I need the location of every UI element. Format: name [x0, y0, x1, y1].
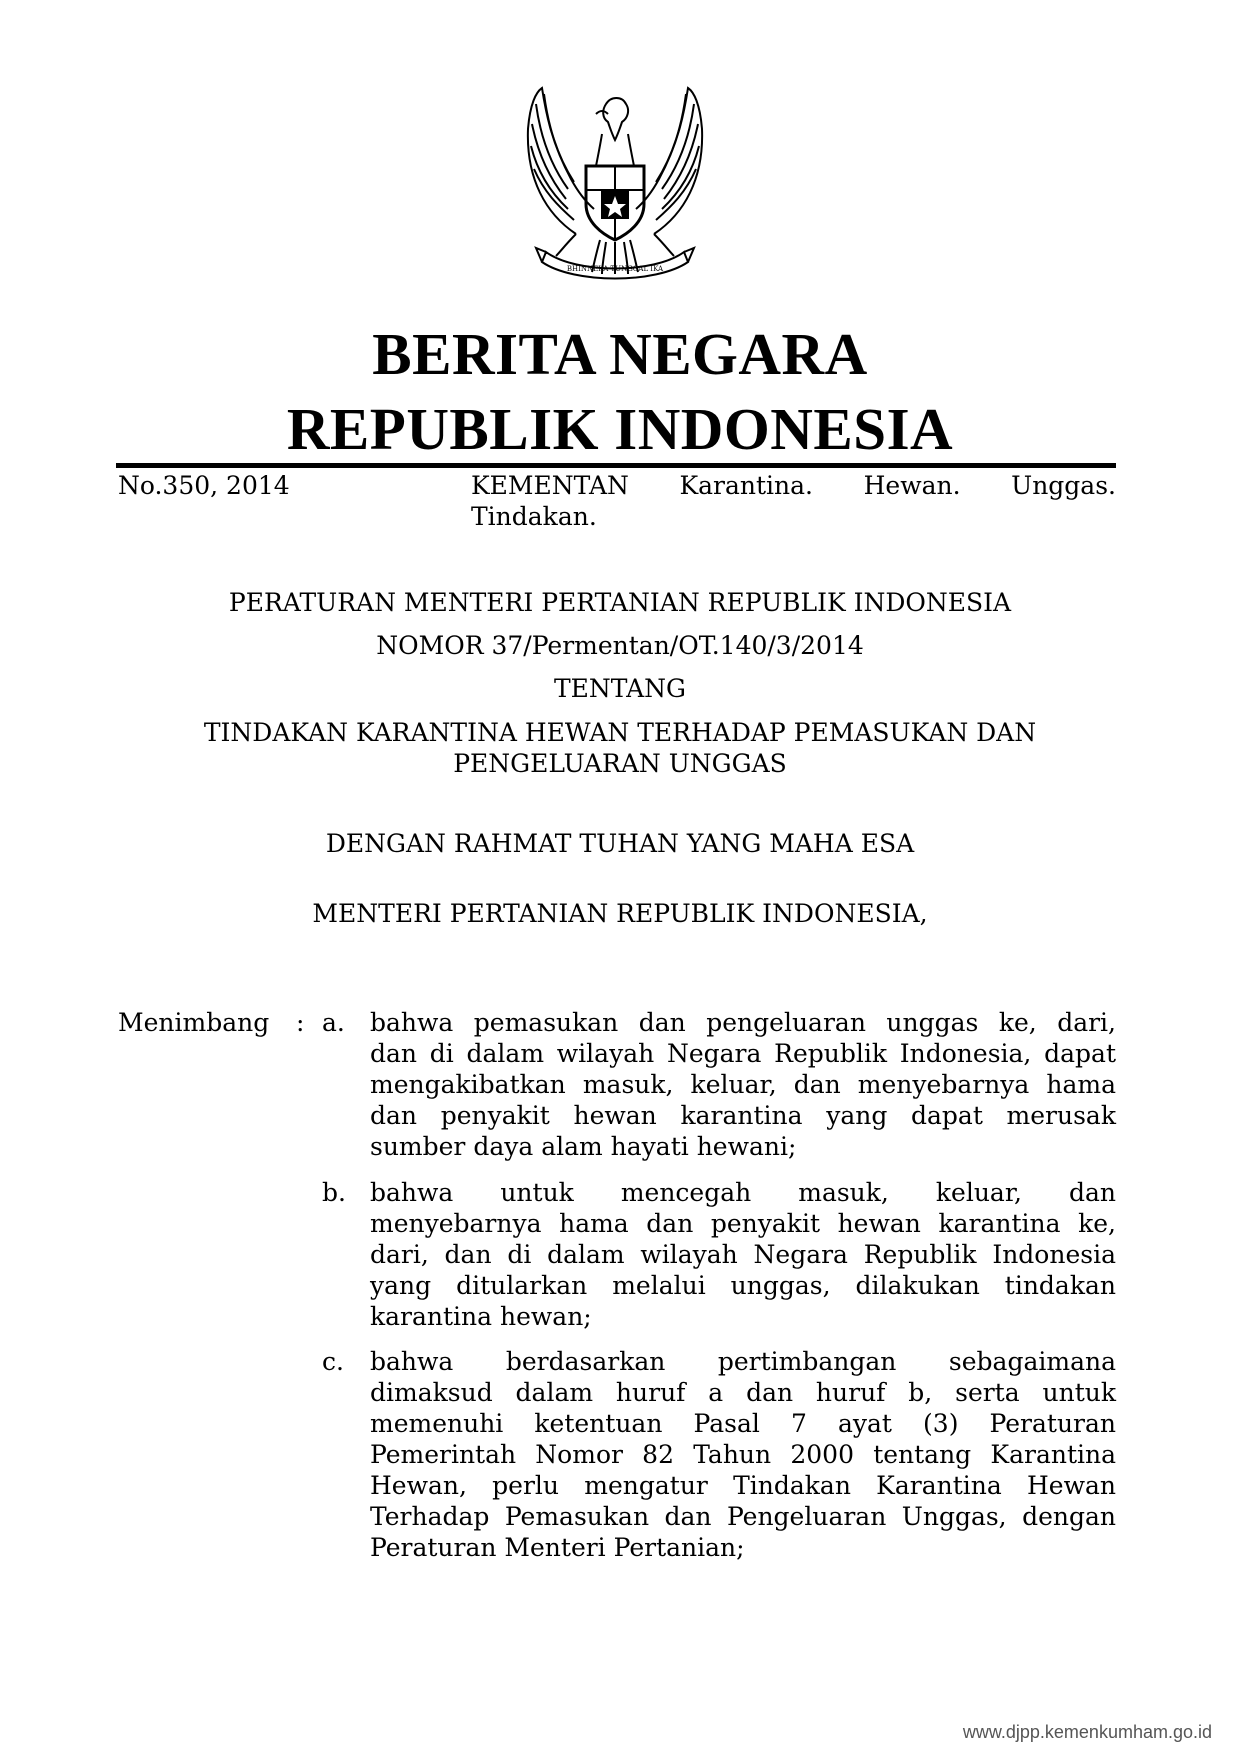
consideration-line: menyebarnya hama dan penyakit hewan karantina ke, [370, 1209, 1116, 1238]
consideration-line: bahwa berdasarkan pertimbangan sebagaimana [370, 1347, 1116, 1376]
consideration-line: karantina hewan; [370, 1302, 592, 1331]
preamble-grace: DENGAN RAHMAT TUHAN YANG MAHA ESA [325, 829, 915, 858]
preamble-minister: MENTERI PERTANIAN REPUBLIK INDONESIA, [312, 899, 928, 928]
masthead-title-line2: REPUBLIK INDONESIA [286, 396, 954, 462]
regulation-about: TENTANG [553, 674, 686, 703]
consideration-line: dan di dalam wilayah Negara Republik Indonesia, dapat [370, 1039, 1116, 1068]
garuda-emblem-icon [516, 84, 714, 294]
regulation-subject-line2: PENGELUARAN UNGGAS [453, 749, 787, 778]
consideration-item-b [370, 1177, 1116, 1332]
gazette-subject-line2: Tindakan. [471, 502, 597, 531]
emblem-motto: BHINNEKA TUNGGAL IKA [566, 265, 664, 273]
consideration-line: dari, dan di dalam wilayah Negara Republik Indonesia [370, 1240, 1116, 1269]
gazette-number: No.350, 2014 [118, 471, 290, 500]
consideration-item-a [370, 1007, 1116, 1162]
subject-word: Hewan. [863, 471, 961, 500]
regulation-title: PERATURAN MENTERI PERTANIAN REPUBLIK INDONESIA [228, 588, 1012, 617]
gazette-subject [471, 470, 1116, 532]
gazette-subject-line1 [471, 470, 1116, 501]
consideration-line: dan penyakit hewan karantina yang dapat merusak [370, 1101, 1116, 1130]
subject-word: Unggas. [1011, 471, 1116, 500]
consideration-letter: b. [322, 1178, 346, 1207]
consideration-letter: a. [322, 1008, 345, 1037]
menimbang-label: Menimbang [118, 1008, 270, 1037]
consideration-line: sumber daya alam hayati hewani; [370, 1132, 797, 1161]
consideration-line: bahwa untuk mencegah masuk, keluar, dan [370, 1178, 1116, 1207]
consideration-line: bahwa pemasukan dan pengeluaran unggas ke, dari, [370, 1008, 1116, 1037]
regulation-number: NOMOR 37/Permentan/OT.140/3/2014 [376, 631, 864, 660]
menimbang-colon: : [296, 1008, 305, 1037]
subject-word: KEMENTAN [471, 471, 629, 500]
consideration-letter: c. [322, 1347, 344, 1376]
masthead-divider [116, 463, 1116, 468]
consideration-line: memenuhi ketentuan Pasal 7 ayat (3) Peraturan [370, 1409, 1116, 1438]
consideration-item-c [370, 1346, 1116, 1563]
consideration-line: dimaksud dalam huruf a dan huruf b, serta untuk [370, 1378, 1116, 1407]
consideration-line: mengakibatkan masuk, keluar, dan menyebarnya hama [370, 1070, 1116, 1099]
subject-word: Karantina. [679, 471, 814, 500]
consideration-line: yang ditularkan melalui unggas, dilakukan tindakan [370, 1271, 1116, 1300]
masthead-title-line1: BERITA NEGARA [372, 321, 868, 387]
source-watermark: www.djpp.kemenkumham.go.id [962, 1722, 1212, 1742]
consideration-line: Pemerintah Nomor 82 Tahun 2000 tentang Karantina [370, 1440, 1116, 1469]
consideration-line: Peraturan Menteri Pertanian; [370, 1533, 745, 1562]
consideration-line: Terhadap Pemasukan dan Pengeluaran Unggas, dengan [370, 1502, 1116, 1531]
consideration-line: Hewan, perlu mengatur Tindakan Karantina Hewan [370, 1471, 1116, 1500]
regulation-subject-line1: TINDAKAN KARANTINA HEWAN TERHADAP PEMASUKAN DAN [203, 718, 1037, 747]
